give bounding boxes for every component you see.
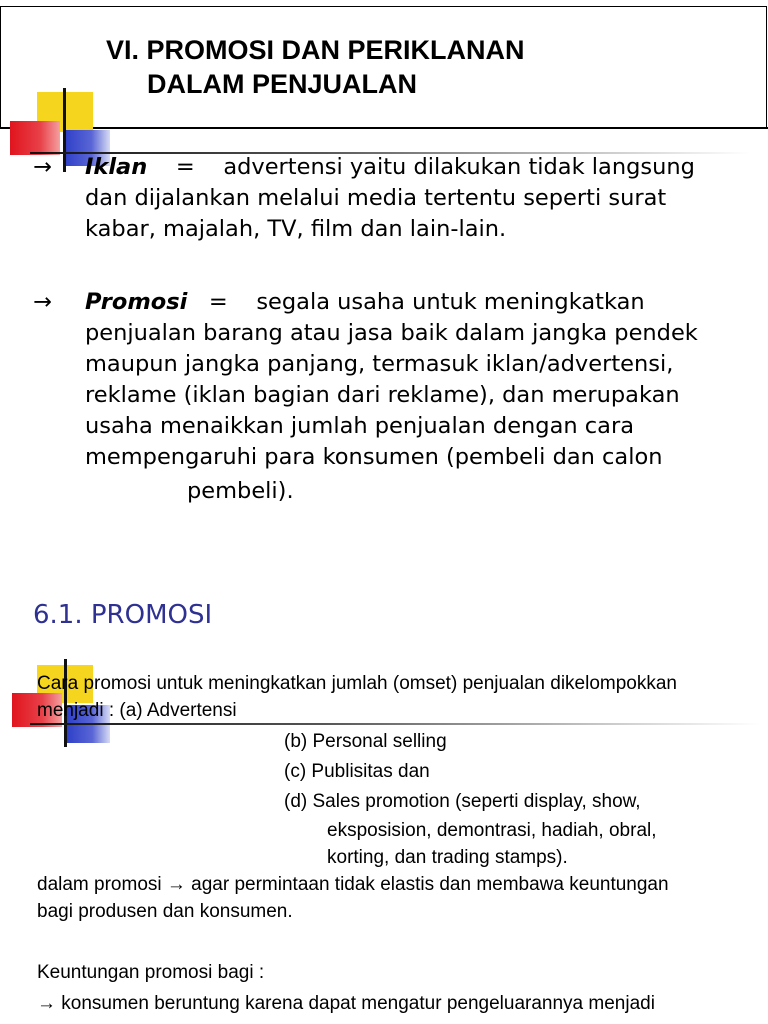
iklan-term: Iklan [85,154,148,180]
iklan-text-1: advertensi yaitu dilakukan tidak langsung [223,154,695,180]
equals-sign: = [208,289,228,315]
iklan-line-3: kabar, majalah, TV, film dan lain-lain. [85,216,507,242]
promosi-line-5: usaha menaikkan jumlah penjualan dengan cara [85,413,634,439]
red-block [10,121,60,155]
promosi-line-4: reklame (iklan bagian dari reklame), dan merupakan [85,382,680,408]
equals-sign: = [175,154,195,180]
cara-list [284,727,764,871]
title-line-2: DALAM PENJUALAN [147,69,417,99]
promosi-definition [33,287,753,507]
title-line-1: VI. PROMOSI DAN PERIKLANAN [106,35,525,65]
slide-title [106,33,525,101]
list-item: (c) Publisitas dan [284,761,430,782]
promosi-term: Promosi [85,289,188,315]
promosi-text-1: segala usaha untuk meningkatkan [256,289,645,315]
promosi-line-2: penjualan barang atau jasa baik dalam jangka pendek [85,320,698,346]
dalam-promosi-block [37,871,765,925]
promosi-line-7: pembeli). [187,478,294,504]
iklan-line-2: dan dijalankan melalui media tertentu seperti surat [85,185,667,211]
arrow-icon: → [33,154,52,180]
list-item-continued: eksposision, demontrasi, hadiah, obral, [327,820,657,841]
cara-promosi-block [37,670,765,724]
cara-line-2: menjadi : (a) Advertensi [37,700,237,721]
keuntungan-block [37,957,765,1019]
iklan-definition [33,152,753,245]
list-item-continued: korting, dan trading stamps). [327,847,568,868]
list-item: (d) Sales promotion (seperti display, show, [284,791,641,812]
arrow-icon: → [33,289,52,315]
iklan-line-1 [33,152,753,183]
keuntungan-line-1: → konsumen beruntung karena dapat mengatur pengeluarannya menjadi [37,993,655,1014]
promosi-line-6: mempengaruhi para konsumen (pembeli dan calon [85,444,663,470]
list-item: (b) Personal selling [284,731,447,752]
dalam-line-1: dalam promosi → agar permintaan tidak elastis dan membawa keuntungan [37,874,669,895]
section-heading: 6.1. PROMOSI [33,600,213,630]
dalam-line-2: bagi produsen dan konsumen. [37,901,293,922]
promosi-line-1 [33,287,753,318]
promosi-line-3: maupun jangka panjang, termasuk iklan/advertensi, [85,351,674,377]
cara-line-1: Cara promosi untuk meningkatkan jumlah (omset) penjualan dikelompokkan [37,673,677,694]
keuntungan-heading: Keuntungan promosi bagi : [37,962,265,983]
